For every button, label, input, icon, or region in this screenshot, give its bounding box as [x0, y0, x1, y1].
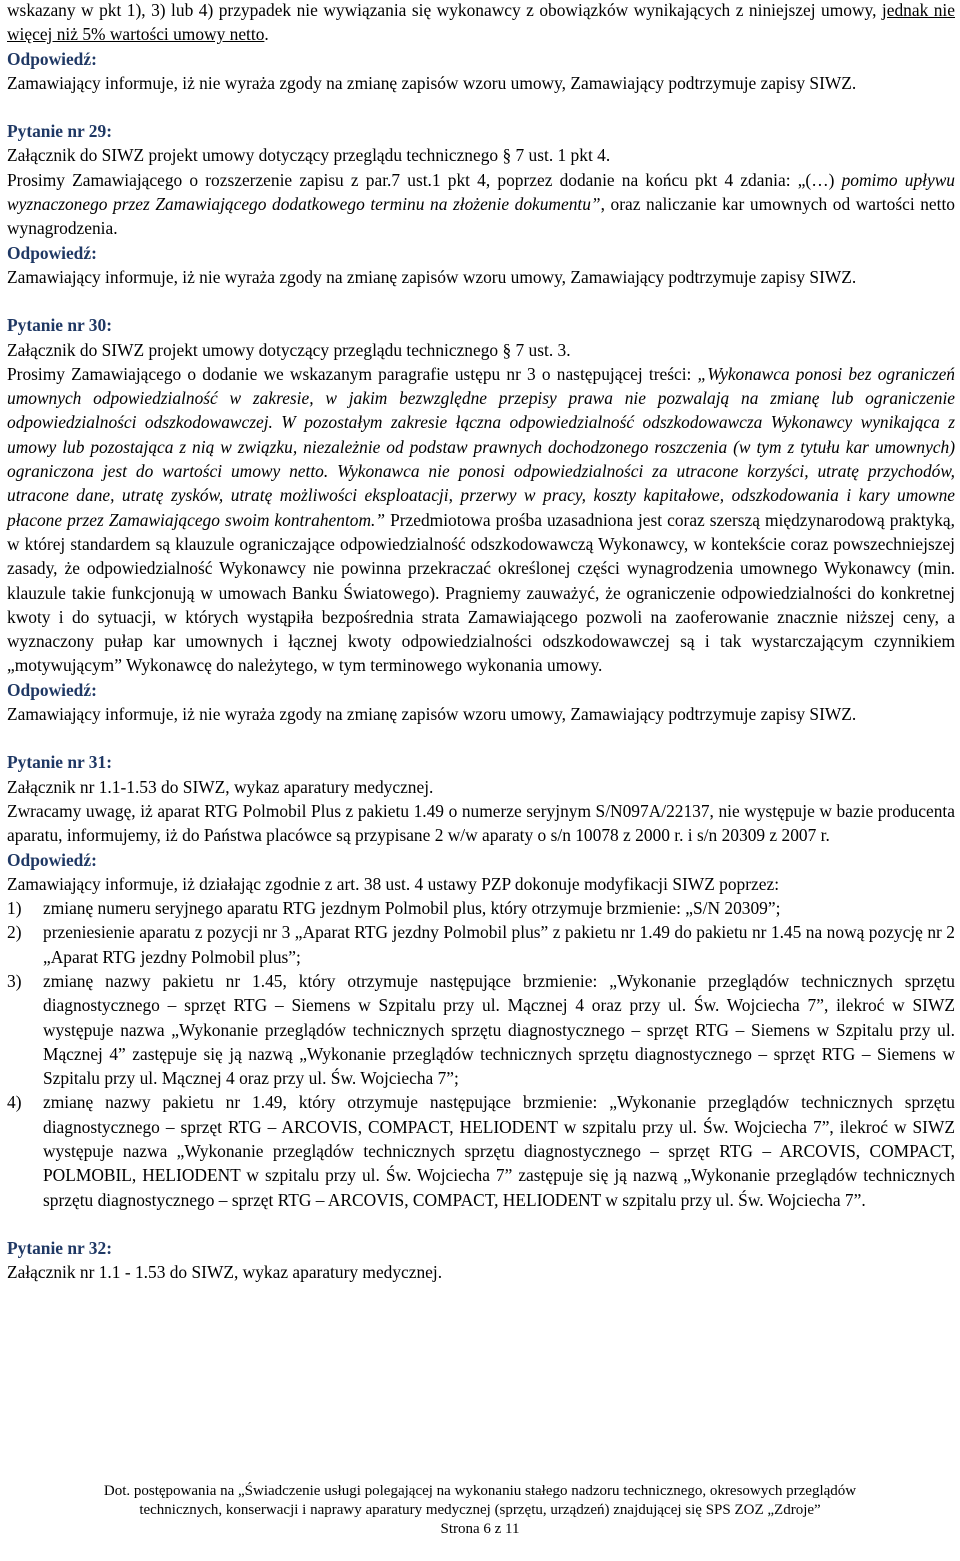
- list-item-number: 1): [7, 898, 22, 919]
- intro-text-end: .: [264, 24, 269, 45]
- list-item-number: 4): [7, 1092, 22, 1113]
- list-item: [7, 920, 955, 969]
- intro-section: [7, 0, 955, 95]
- answer-label: Odpowiedź:: [7, 48, 97, 69]
- question-heading: Pytanie nr 30:: [7, 315, 112, 336]
- question-reference: Załącznik do SIWZ projekt umowy dotyczący przeglądu technicznego § 7 ust. 3.: [7, 339, 571, 360]
- question-30: [7, 313, 955, 726]
- question-heading: Pytanie nr 31:: [7, 752, 112, 773]
- question-body-text: Prosimy Zamawiającego o rozszerzenie zapisu z par.7 ust.1 pkt 4, poprzez dodanie na końcu pkt 4 zdania: „(…): [7, 169, 842, 190]
- list-item: [7, 896, 955, 920]
- list-item: [7, 969, 955, 1090]
- answer-label: Odpowiedź:: [7, 849, 97, 870]
- answer-text: Zamawiający informuje, iż nie wyraża zgody na zmianę zapisów wzoru umowy, Zamawiający podtrzymuje zapisy SIWZ.: [7, 72, 857, 93]
- question-29: [7, 119, 955, 289]
- question-body: [7, 168, 955, 241]
- list-item-text: zmianę nazwy pakietu nr 1.49, który otrzymuje następujące brzmienie: „Wykonanie przeglądów technicznych sprzętu diagnostycznego – sprzęt RTG – ARCOVIS, COMPACT, HELIODENT w szpitalu przy ul. Św. Wojciecha 7”, ilekroć w SIWZ występuje nazwa „Wykonanie przeglądów technicznych sprzętu diagnostycznego – sprzęt RTG – ARCOVIS, COMPACT, POLMOBIL, HELIODENT w szpitalu przy ul. Św. Wojciecha 7” zastępuje się ją nazwą „Wykonanie przeglądów technicznych sprzętu diagnostycznego – sprzęt RTG – ARCOVIS, COMPACT, HELIODENT w szpitalu przy ul. Św. Wojciecha 7”.: [43, 1092, 955, 1210]
- question-body-quote: „Wykonawca ponosi bez ograniczeń umownych odpowiedzialność w zakresie, w jakim bezwzględne przepisy prawa nie pozwalają na zmianę lub ograniczenie odpowiedzialności odszkodowawczej. W pozostałym zakresie łączna odpowiedzialność odszkodowawcza Wykonawcy wynikająca z umowy lub pozostająca z nią w związku, niezależnie od podstaw prawnych dochodzonego roszczenia (w tym z tytułu kar umownych) ograniczona jest do wartości umowy netto. Wykonawca nie ponosi odpowiedzialności za utracone korzyści, utratę przychodów, utracone dane, utratę zysków, utratę możliwości eksploatacji, przerwy w pracy, koszty kapitałowe, odszkodowania i kary umowne płacone przez Zamawiającego swoim kontrahentom.”: [7, 363, 955, 530]
- question-body-quote: pomimo upływu wyznaczonego przez Zamawiającego dodatkowego terminu na złożenie dokumentu”: [7, 169, 956, 215]
- question-body: [7, 362, 955, 678]
- modification-list: [7, 896, 955, 1212]
- question-reference: Załącznik nr 1.1 - 1.53 do SIWZ, wykaz aparatury medycznej.: [7, 1262, 443, 1283]
- intro-paragraph: [7, 0, 955, 47]
- footer-line: Dot. postępowania na „Świadczenie usługi polegającej na wykonaniu stałego nadzoru technicznego, okresowych przeglądów: [103, 1483, 857, 1499]
- question-body: Zwracamy uwagę, iż aparat RTG Polmobil Plus z pakietu 1.49 o numerze seryjnym S/N097A/22137, nie występuje w bazie producenta aparatu, informujemy, iż do Państwa placówce są przypisane 2 w/w aparaty o s/n 10078 z 2000 r. i s/n 20309 z 2007 r.: [7, 800, 955, 846]
- page-number: Strona 6 z 11: [440, 1521, 520, 1537]
- answer-text: Zamawiający informuje, iż nie wyraża zgody na zmianę zapisów wzoru umowy, Zamawiający podtrzymuje zapisy SIWZ.: [7, 704, 857, 725]
- question-reference: Załącznik nr 1.1-1.53 do SIWZ, wykaz aparatury medycznej.: [7, 776, 434, 797]
- question-body-end: , oraz naliczanie kar umownych od wartości netto wynagrodzenia.: [7, 194, 956, 239]
- question-reference: Załącznik do SIWZ projekt umowy dotyczący przeglądu technicznego § 7 ust. 1 pkt 4.: [7, 145, 611, 166]
- list-item-text: przeniesienie aparatu z pozycji nr 3 „Aparat RTG jezdny Polmobil plus” z pakietu nr 1.49 do pakietu nr 1.45 na nową pozycję nr 2 „Aparat RTG jezdny Polmobil plus”;: [43, 922, 955, 967]
- list-item-number: 2): [7, 922, 22, 943]
- list-item-number: 3): [7, 970, 22, 991]
- question-body-justification: Przedmiotowa prośba uzasadniona jest coraz szerszą międzynarodową praktyką, w której standardem są klauzule ograniczające odpowiedzialność odszkodowawczą Wykonawcy, w kontekście coraz powszechniejszej zasady, że odpowiedzialność Wykonawcy nie powinna przekraczać określonej części wynagrodzenia umownego Wykonawcy (min. klauzule takie funkcjonują w umowach Banku Światowego). Pragniemy zauważyć, że ograniczenie odpowiedzialności do konkretnej kwoty i do sytuacji, w których wystąpiła bezpośrednia strata Zamawiającego pozwoli na zaoferowanie znacznie niższej ceny, a wyznaczony pułap kar umownych i łącznej kwoty odpowiedzialności odszkodowawczej są i tak wystarczającym czynnikiem „motywującym” Wykonawcę do należytego, w tym terminowego wykonania umowy.: [7, 509, 955, 676]
- list-item: [7, 1090, 955, 1211]
- intro-underlined-text: jednak nie więcej niż 5% wartości umowy netto: [7, 0, 955, 45]
- answer-label: Odpowiedź:: [7, 242, 97, 263]
- question-31: [7, 750, 955, 1212]
- question-heading: Pytanie nr 32:: [7, 1237, 112, 1258]
- question-heading: Pytanie nr 29:: [7, 121, 112, 142]
- answer-intro: Zamawiający informuje, iż działając zgodnie z art. 38 ust. 4 ustawy PZP dokonuje modyfikacji SIWZ poprzez:: [7, 873, 780, 894]
- intro-text: wskazany w pkt 1), 3) lub 4) przypadek nie wywiązania się wykonawcy z obowiązków wynikających z niniejszej umowy,: [7, 0, 882, 20]
- list-item-text: zmianę numeru seryjnego aparatu RTG jezdnym Polmobil plus, który otrzymuje brzmienie: „S/N 20309”;: [43, 898, 781, 919]
- list-item-text: zmianę nazwy pakietu nr 1.45, który otrzymuje następujące brzmienie: „Wykonanie przeglądów technicznych sprzętu diagnostycznego – sprzęt RTG – Siemens w Szpitalu przy ul. Mącznej 4 oraz przy ul. Św. Wojciecha 7”, ilekroć w SIWZ występuje nazwa „Wykonanie przeglądów technicznych sprzętu diagnostycznego – sprzęt RTG – Siemens w Szpitalu przy ul. Mącznej 4” zastępuje się ją nazwą „Wykonanie przeglądów technicznych sprzętu diagnostycznego – sprzęt RTG – Siemens w Szpitalu przy ul. Mącznej 4 oraz przy ul. Św. Wojciecha 7”;: [43, 970, 955, 1089]
- page-footer: [0, 1482, 960, 1539]
- question-32: [7, 1236, 955, 1285]
- question-body-text: Prosimy Zamawiającego o dodanie we wskazanym paragrafie ustępu nr 3 o następującej treści:: [7, 363, 698, 384]
- footer-line: technicznych, konserwacji i naprawy aparatury medycznej (sprzętu, urządzeń) znajdującej się SPS ZOZ „Zdroje”: [139, 1502, 821, 1518]
- answer-label: Odpowiedź:: [7, 679, 97, 700]
- answer-text: Zamawiający informuje, iż nie wyraża zgody na zmianę zapisów wzoru umowy, Zamawiający podtrzymuje zapisy SIWZ.: [7, 266, 857, 287]
